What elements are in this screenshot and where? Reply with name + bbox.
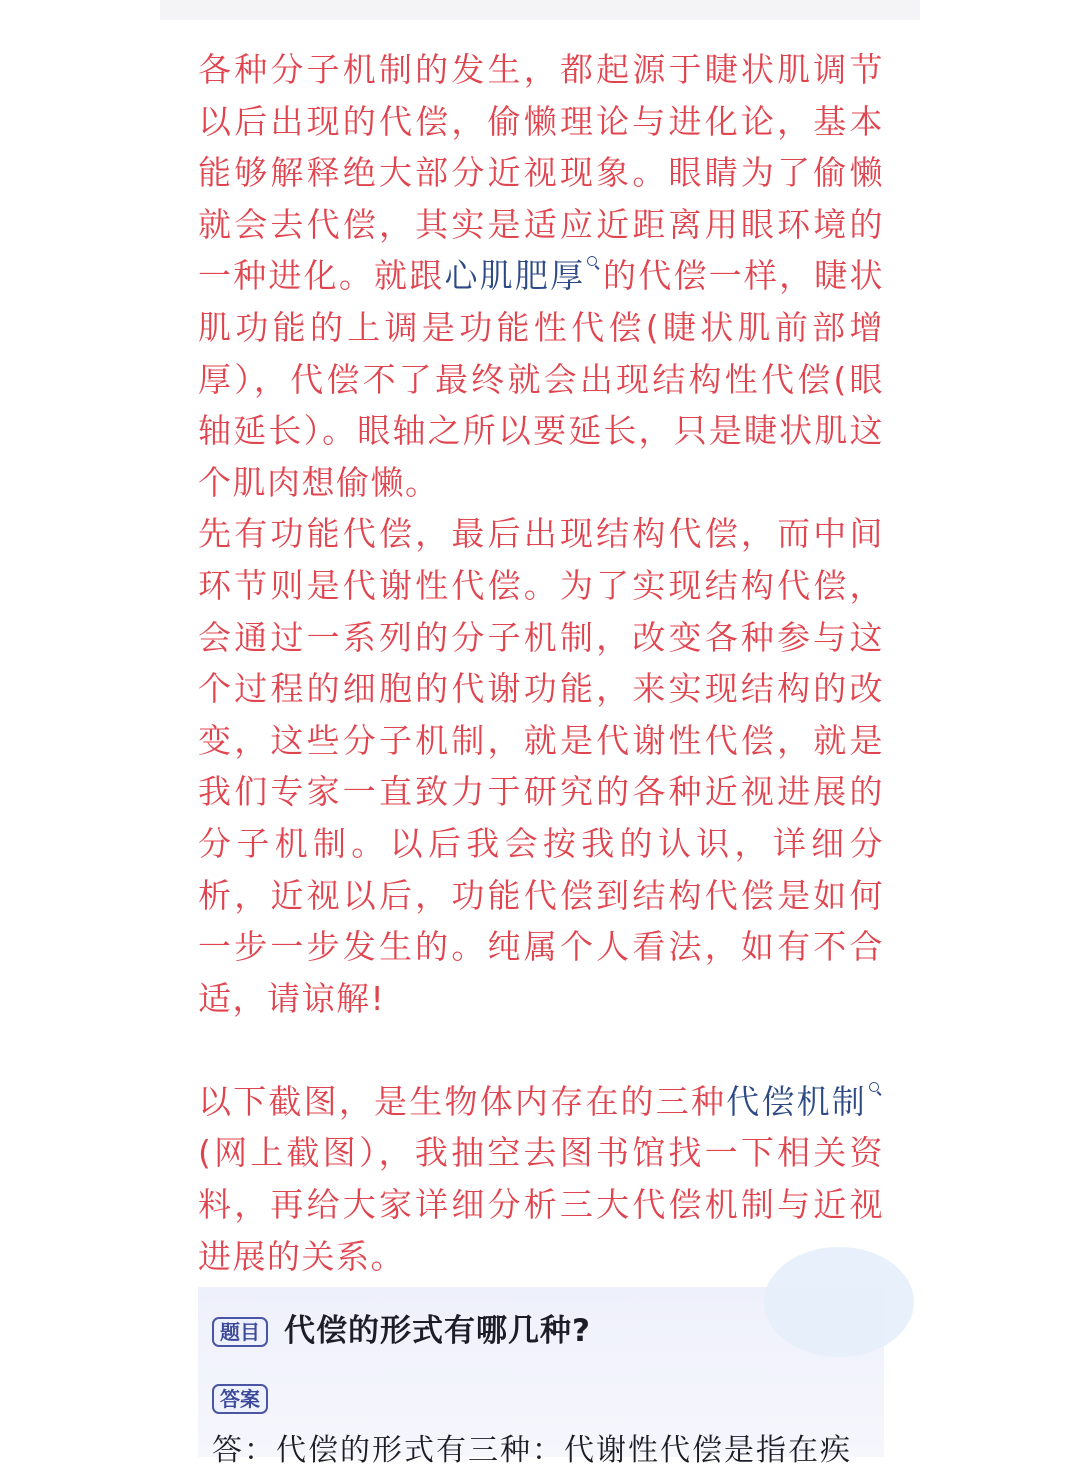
keyword-link-label: 代偿机制 <box>726 1081 868 1121</box>
paragraph-text: (网上截图），我抽空去图书馆找一下相关资料，再给大家详细分析三大代偿机制与近视进展的关系。 <box>198 1133 884 1276</box>
paragraph-text: 的代偿一样，睫状肌功能的上调是功能性代偿(睫状肌前部增厚），代偿不了最终就会出现结构性代偿(眼轴延长）。眼轴之所以要延长，只是睫状肌这个肌肉想偷懒。 <box>198 256 885 502</box>
answer-tag: 答案 <box>212 1384 268 1414</box>
paragraph-text: 各种分子机制的发生，都起源于睫状肌调节以后出现的代偿，偷懒理论与进化论，基本能够解释绝大部分近视现象。眼睛为了偷懒就会去代偿，其实是适应近距离用眼环境的一种进化。就跟 <box>198 50 884 296</box>
question-text: 代偿的形式有哪几种? <box>284 1313 591 1349</box>
top-shade <box>160 0 920 20</box>
paragraph-metabolic-compensation: 先有功能代偿，最后出现结构代偿，而中间环节则是代谢性代偿。为了实现结构代偿，会通过一系列的分子机制，改变各种参与这个过程的细胞的代谢功能，来实现结构的改变，这些分子机制，就是代谢性代偿，就是我们专家一直致力于研究的各种近视进展的分子机制。以后我会按我的认识，详细分析，近视以后，功能代偿到结构代偿是如何一步一步发生的。纯属个人看法，如有不合适，请谅解! <box>198 514 884 1018</box>
search-icon[interactable] <box>869 1082 882 1095</box>
paragraph-text: 以下截图，是生物体内存在的三种 <box>198 1081 727 1121</box>
keyword-link-myocardial-hypertrophy[interactable] <box>444 256 602 295</box>
decorative-blob <box>764 1247 914 1357</box>
paragraph-screenshot-intro <box>198 1076 884 1282</box>
search-icon[interactable] <box>587 256 600 269</box>
question-tag: 题目 <box>212 1317 268 1347</box>
article-body <box>198 44 884 1282</box>
keyword-link-compensation-mechanism[interactable] <box>726 1082 884 1121</box>
qa-card-screenshot <box>198 1287 884 1468</box>
paragraph-compensation-theory <box>198 44 884 508</box>
keyword-link-label: 心肌肥厚 <box>444 256 586 296</box>
answer-text-partial: 答：代偿的形式有三种：代谢性代偿是指在疾 <box>212 1433 852 1468</box>
